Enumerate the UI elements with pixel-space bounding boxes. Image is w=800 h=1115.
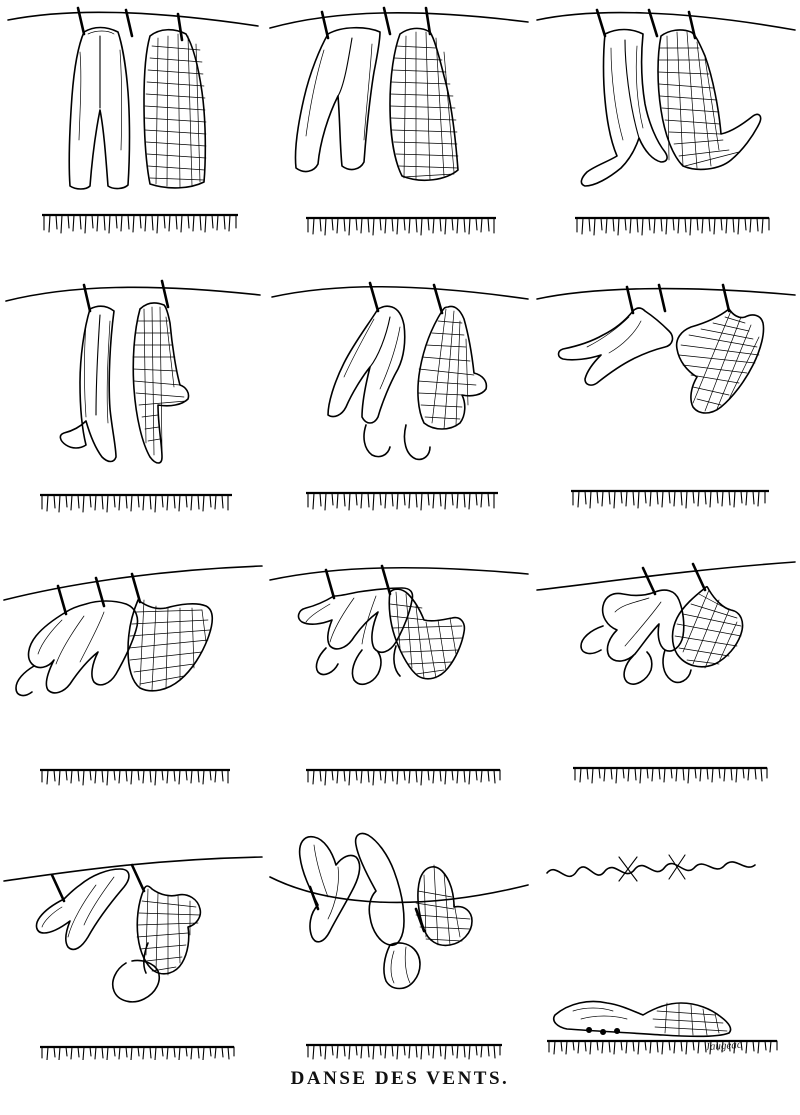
panel-horizontal-gust [533, 265, 799, 530]
panel-calm-hanging [0, 0, 266, 265]
panel-swing-right [533, 0, 799, 265]
panel-streaming [0, 795, 266, 1060]
panel-twist [266, 265, 532, 530]
panel-tangle [266, 530, 532, 795]
panel-empty-line [533, 795, 799, 1060]
panel-knot [533, 530, 799, 795]
panel-line-sagging [266, 795, 532, 1060]
artist-signature: Jaugeac [704, 1038, 743, 1054]
panel-first-breeze [266, 0, 532, 265]
panel-swing-left [0, 265, 266, 530]
panel-billow-right [0, 530, 266, 795]
plate-caption: DANSE DES VENTS. [290, 1068, 510, 1089]
